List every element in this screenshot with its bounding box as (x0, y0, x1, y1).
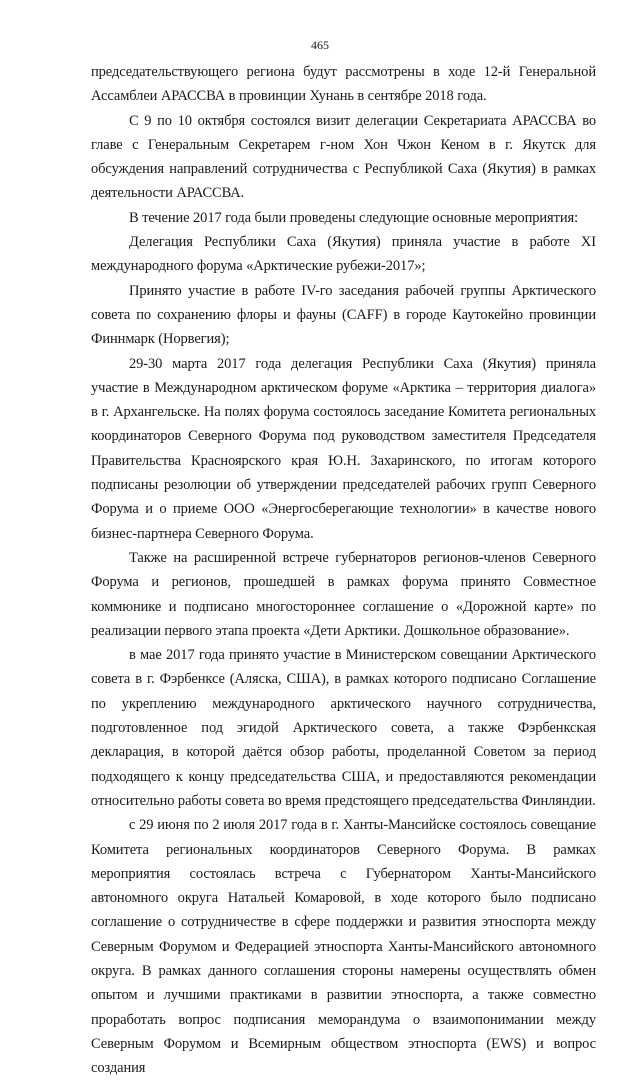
paragraph: Принято участие в работе IV-го заседания рабочей группы Арктического совета по сохранению флоры и фауны (CAFF) в городе Каутокейно провинции Финнмарк (Норвегия); (91, 282, 596, 348)
paragraph: Делегация Республики Саха (Якутия) приняла участие в работе XI международного форума «Арктические рубежи-2017»; (91, 234, 596, 275)
paragraph: с 29 июня по 2 июля 2017 года в г. Ханты-Мансийске состоялось совещание Комитета региональных координаторов Северного Форума. В рамках мероприятия состоялась встреча с Губернатором Ханты-Мансийского автономного округа Натальей Комаровой, в ходе которого было подписано соглашение о сотрудничестве в сфере поддержки и развития этноспорта между Северным Форумом и Федерацией этноспорта Ханты-Мансийского автономного округа. В рамках данного соглашения стороны намерены осуществлять обмен опытом и лучшими практиками в развитии этноспорта, а также совместно проработать вопрос подписания меморандума о взаимопонимании между Северным Форумом и Всемирным обществом этноспорта (EWS) и вопрос создания (91, 817, 596, 1077)
body-text (91, 60, 596, 1080)
page-number: 465 (311, 38, 329, 52)
paragraph: Также на расширенной встрече губернаторов регионов-членов Северного Форума и регионов, прошедшей в рамках форума принято Совместное коммюнике и подписано многостороннее соглашение о «Дорожной карте» по реализации первого этапа проекта «Дети Арктики. Дошкольное образование». (91, 549, 596, 639)
paragraph: В течение 2017 года были проведены следующие основные мероприятия: (129, 209, 579, 226)
paragraph: 29-30 марта 2017 года делегация Республики Саха (Якутия) приняла участие в Международном арктическом форуме «Арктика – территория диалога» в г. Архангельске. На полях форума состоялось заседание Комитета региональных координаторов Северного Форума под руководством заместителя Председателя Правительства Красноярского края Ю.Н. Захаринского, по итогам которого подписаны резолюции об утверждении председателей рабочих групп Северного Форума и о приеме ООО «Энергосберегающие технологии» в качестве нового бизнес-партнера Северного Форума. (91, 355, 596, 542)
paragraph: С 9 по 10 октября состоялся визит делегации Секретариата АРАССВА во главе с Генеральным Секретарем г-ном Хон Чжон Кеном в г. Якутск для обсуждения направлений сотрудничества с Республикой Саха (Якутия) в рамках деятельности АРАССВА. (91, 112, 596, 202)
paragraph: председательствующего региона будут рассмотрены в ходе 12-й Генеральной Ассамблеи АРАССВА в провинции Хунань в сентябре 2018 года. (91, 64, 596, 105)
paragraph: в мае 2017 года принято участие в Министерском совещании Арктического совета в г. Фэрбенксе (Аляска, США), в рамках которого подписано Соглашение по укреплению международного арктического научного сотрудничества, подготовленное под эгидой Арктического совета, а также Фэрбенкская декларация, в которой даётся обзор работы, проделанной Советом за период подходящего к концу председательства США, и предоставляются рекомендации относительно работы совета во время предстоящего председательства Финляндии. (91, 647, 596, 809)
